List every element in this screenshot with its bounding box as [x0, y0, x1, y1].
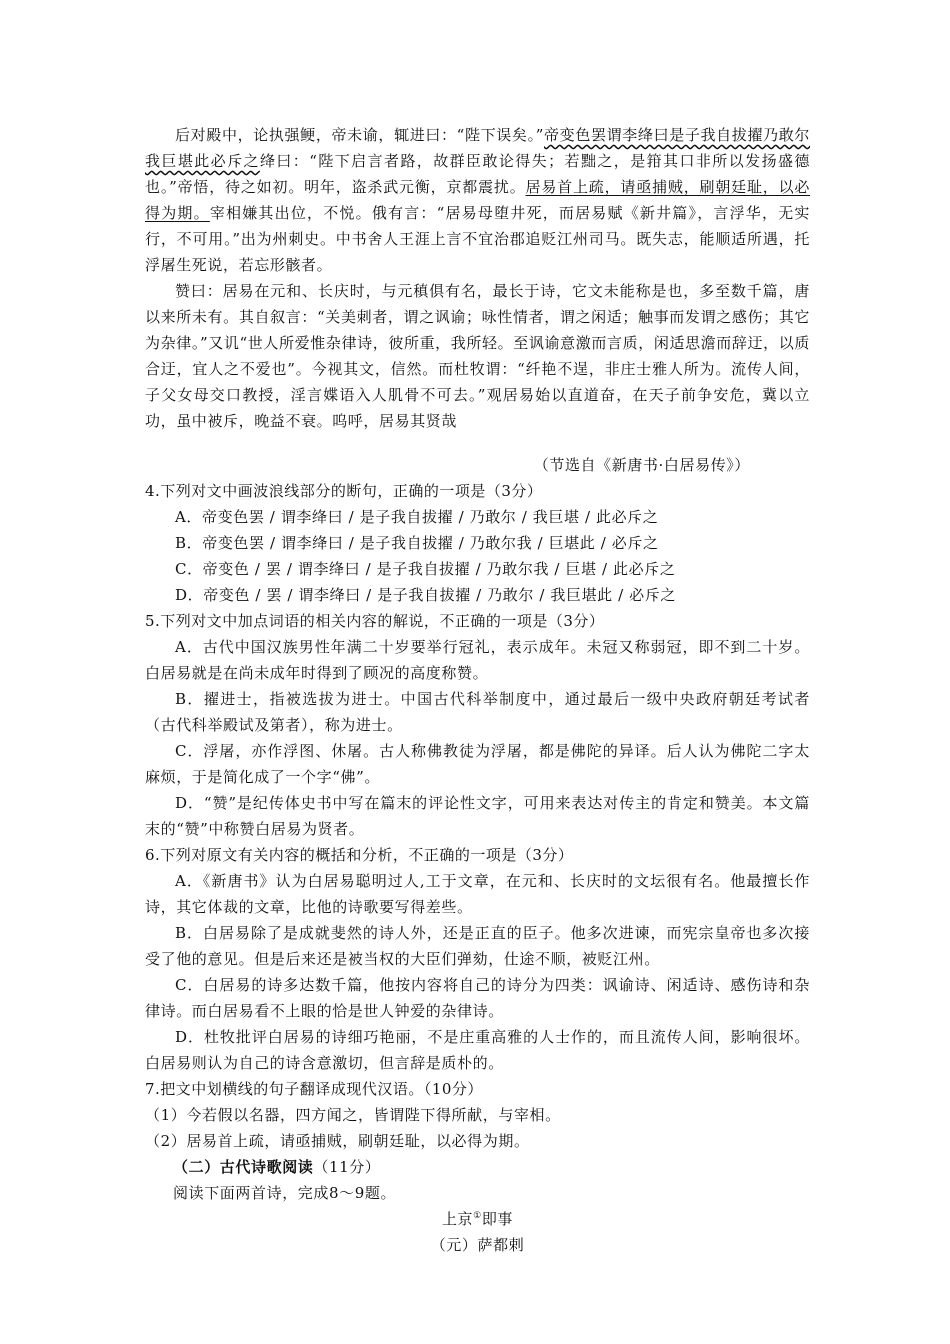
option-c: C．白居易的诗多达数千篇，他按内容将自己的诗分为四类：讽谕诗、闲适诗、感伤诗和杂律诗。而白居易看不上眼的恰是世人钟爱的杂律诗。 [145, 976, 810, 1020]
option-c: C．浮屠，亦作浮图、休屠。古人称佛教徒为浮屠，都是佛陀的异译。后人认为佛陀二字太麻烦，于是简化成了一个字“佛”。 [145, 742, 810, 786]
option-d: D．杜牧批评白居易的诗细巧艳丽，不是庄重高雅的人士作的，而且流传人间，影响很坏。白居易则认为自己的诗含意激切，但言辞是质朴的。 [145, 1028, 810, 1072]
option-a: A．古代中国汉族男性年满二十岁要举行冠礼，表示成年。未冠又称弱冠，即不到二十岁。白居易就是在尚未成年时得到了顾况的高度称赞。 [145, 638, 810, 682]
option-b: B．白居易除了是成就斐然的诗人外，还是正直的臣子。他多次进谏，而宪宗皇帝也多次接受了他的意见。但是后来还是被当权的大臣们弹劾，仕途不顺，被贬江州。 [145, 924, 810, 968]
section-heading [145, 1154, 810, 1180]
passage-paragraph-2: 赞曰：居易在元和、长庆时，与元稹俱有名，最长于诗，它文未能称是也，多至数千篇，唐以来所未有。其自叙言：“关美刺者，谓之讽谕；咏性情者，谓之闲适；触事而发谓之感伤；其它为杂律。”又讥“世人所爱惟杂律诗，彼所重，我所轻。至讽谕意激而言质，闲适思澹而辞迂，以质合迂，宜人之不爱也”。今视其文，信然。而杜牧谓：“纤艳不逞，非庄士雅人所为。流传人间，子父女母交口教授，淫言媟语入人肌骨不可去。”观居易始以直道奋，在天子前争安危，冀以立功，虽中被斥，晚益不衰。呜呼，居易其贤哉 [145, 282, 810, 430]
option-c: C．帝变色 / 罢 / 谓李绛曰 / 是子我自拔擢 / 乃敢尔我 / 巨堪 / 此必斥之 [175, 560, 676, 578]
question-stem: 7.把文中划横线的句子翻译成现代汉语。（10分） [145, 1080, 483, 1098]
poem-title-end: 即事 [481, 1210, 514, 1228]
question-stem: 5.下列对文中加点词语的相关内容的解说，不正确的一项是（3分） [145, 612, 605, 630]
question-5 [145, 608, 810, 842]
option-a: A．帝变色罢 / 谓李绛曰 / 是子我自拔擢 / 乃敢尔 / 我巨堪 / 此必斥之 [175, 508, 659, 526]
passage-text: 后对殿中，论执强鲠，帝未谕，辄进曰：“陛下误矣。” [175, 126, 544, 144]
section-title: （二）古代诗歌阅读 [173, 1158, 314, 1176]
question-7 [145, 1076, 810, 1154]
section-score: （11分） [313, 1158, 381, 1176]
passage-text: 宰相嫌其出位，不悦。俄有言：“居易母堕井死，而居易赋《新井篇》，言浮华，无实行，不可用。”出为州刺史。中书舍人王涯上言不宜治郡追贬江州司马。既失志，能顺适所遇，托浮屠生死说，若忘形骸者。 [145, 204, 810, 274]
translation-item-2: （2）居易首上疏，请亟捕贼，刷朝廷耻，以必得为期。 [145, 1132, 530, 1150]
option-b: B．擢进士，指被选拔为进士。中国古代科举制度中，通过最后一级中央政府朝廷考试者（古代科举殿试及第者），称为进士。 [145, 690, 810, 734]
document-page [145, 122, 810, 1258]
poem-author: （元）萨都剌 [430, 1236, 525, 1254]
translation-item-1: （1）今若假以名器，四方闻之，皆谓陛下得所献，与宰相。 [145, 1106, 561, 1124]
passage-text: 绛曰：“陛下启言者路，故群臣敢论得失；若黜之，是箝其口非所以发扬盛德也。”帝悟，待之如初。明年，盗杀武元衡，京都震扰。 [145, 152, 811, 196]
option-d: D．“赞”是纪传体史书中写在篇末的评论性文字，可用来表达对传主的肯定和赞美。本文篇末的“赞”中称赞白居易为贤者。 [145, 794, 810, 838]
passage-paragraph-1 [145, 122, 810, 278]
underlined-sentence: 居易首上疏，请亟捕贼，刷朝廷耻，以必得为期。 [145, 178, 810, 222]
option-d: D．帝变色 / 罢 / 谓李绛曰 / 是子我自拔擢 / 乃敢尔 / 我巨堪此 / 必斥之 [175, 586, 676, 604]
question-6 [145, 842, 810, 1076]
option-a: A．《新唐书》认为白居易聪明过人,工于文章，在元和、长庆时的文坛很有名。他最擅长作诗，其它体裁的文章，比他的诗歌要写得差些。 [145, 872, 810, 916]
wavy-underlined-text: 帝变色罢谓李绛曰是子我自拔擢乃敢尔我巨堪此必斥之 [145, 126, 810, 170]
question-4 [145, 478, 810, 608]
question-stem: 6.下列对原文有关内容的概括和分析，不正确的一项是（3分） [145, 846, 574, 864]
section-instruction: 阅读下面两首诗，完成8～9题。 [173, 1184, 397, 1202]
passage-source: （节选自《新唐书·白居易传》） [533, 456, 750, 474]
question-stem: 4.下列对文中画波浪线部分的断句，正确的一项是（3分） [145, 482, 543, 500]
poem-title-start: 上京 [441, 1210, 474, 1228]
poem-title [145, 1206, 810, 1232]
footnote-marker: ① [473, 1211, 482, 1221]
option-b: B．帝变色罢 / 谓李绛曰 / 是子我自拔擢 / 乃敢尔我 / 巨堪此 / 必斥之 [175, 534, 659, 552]
